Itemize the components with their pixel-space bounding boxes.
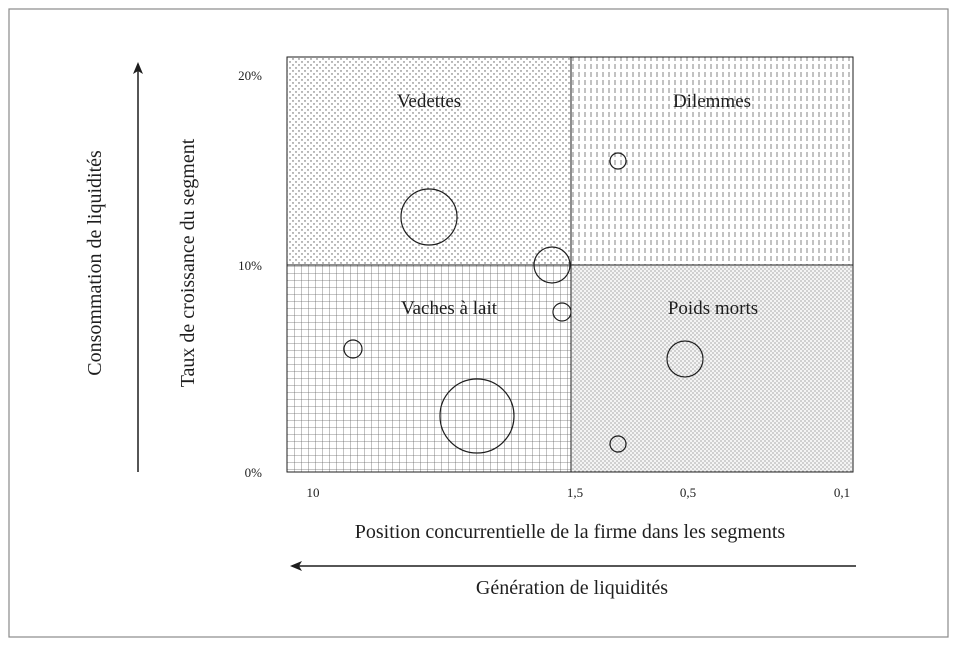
- y-tick-label: 10%: [238, 258, 262, 273]
- quadrant-vedettes: [287, 57, 571, 265]
- x-tick-label: 0,5: [679, 485, 697, 500]
- x-tick-label: 1,5: [566, 485, 584, 500]
- quadrant-label-vaches-a-lait: Vaches à lait: [400, 298, 498, 319]
- vertical-arrow-label: Consommation de liquidités: [84, 150, 106, 376]
- quadrant-vaches-a-lait: [287, 265, 571, 472]
- quadrant-label-poids-morts: Poids morts: [667, 298, 759, 319]
- x-tick-label: 0,1: [833, 485, 851, 500]
- x-axis-title: Position concurrentielle de la firme dans les segments: [354, 521, 786, 543]
- y-tick-label: 20%: [238, 68, 262, 83]
- quadrant-dilemmes: [571, 57, 853, 265]
- y-axis-title: Taux de croissance du segment: [177, 138, 199, 388]
- quadrant-label-vedettes: Vedettes: [396, 91, 462, 112]
- x-tick-label: 10: [306, 485, 320, 500]
- horizontal-arrow-label: Génération de liquidités: [475, 577, 669, 599]
- y-tick-label: 0%: [244, 465, 262, 480]
- quadrant-poids-morts: [571, 265, 853, 472]
- quadrant-label-dilemmes: Dilemmes: [672, 91, 752, 112]
